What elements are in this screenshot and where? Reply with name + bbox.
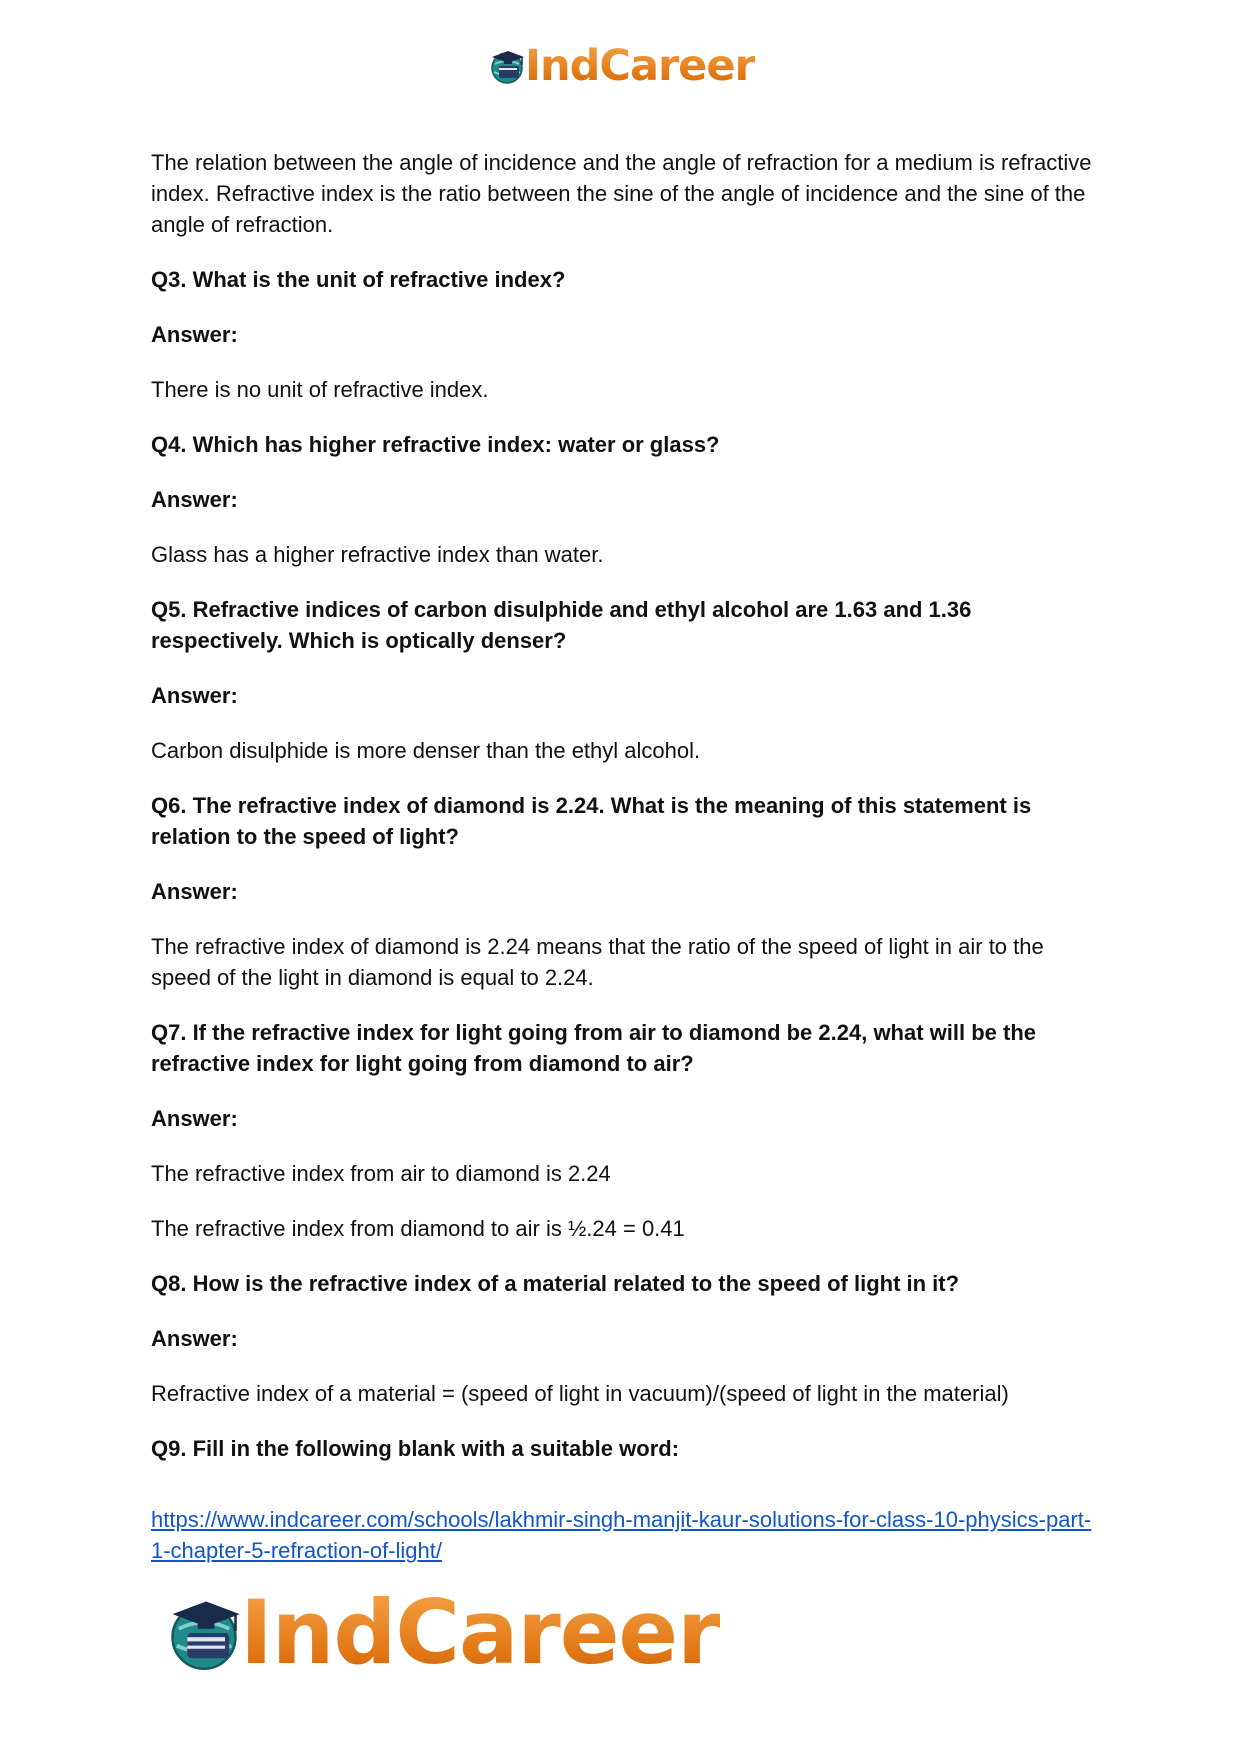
source-link-block [151, 1504, 1101, 1566]
answer-text: Carbon disulphide is more denser than the ethyl alcohol. [151, 738, 701, 763]
answer-label: Answer: [151, 683, 238, 708]
question-heading: Q8. How is the refractive index of a material related to the speed of light in it? [151, 1271, 960, 1296]
answer-text: There is no unit of refractive index. [151, 377, 489, 402]
graduation-cap-globe-icon [487, 46, 527, 86]
question-heading: Q4. Which has higher refractive index: water or glass? [151, 432, 720, 457]
answer-text: The refractive index from air to diamond is 2.24 [151, 1161, 611, 1186]
question-heading: Q9. Fill in the following blank with a suitable word: [151, 1436, 680, 1461]
answer-label: Answer: [151, 1326, 238, 1351]
logo-text: IndCareer [525, 41, 755, 91]
answer-label: Answer: [151, 879, 238, 904]
header-logo [487, 42, 755, 90]
logo-text: IndCareer [240, 1581, 720, 1684]
footer-logo [162, 1581, 720, 1684]
answer-text: Refractive index of a material = (speed of light in vacuum)/(speed of light in the material) [151, 1381, 1009, 1406]
question-heading: Q7. If the refractive index for light going from air to diamond be 2.24, what will be the refractive index for light going from diamond to air? [151, 1020, 1037, 1076]
document-body [151, 147, 1101, 1566]
answer-text: The relation between the angle of incidence and the angle of refraction for a medium is refractive index. Refractive index is the ratio between the sine of the angle of incidence and the sine of the angle of refraction. [151, 150, 1092, 237]
question-heading: Q3. What is the unit of refractive index? [151, 267, 566, 292]
graduation-cap-globe-icon [162, 1591, 246, 1675]
source-link[interactable]: https://www.indcareer.com/schools/lakhmir-singh-manjit-kaur-solutions-for-class-10-physics-part-1-chapter-5-refraction-of-light/ [151, 1507, 1092, 1563]
answer-text: The refractive index from diamond to air is ½.24 = 0.41 [151, 1216, 685, 1241]
answer-text: The refractive index of diamond is 2.24 means that the ratio of the speed of light in air to the speed of the light in diamond is equal to 2.24. [151, 934, 1044, 990]
answer-label: Answer: [151, 322, 238, 347]
question-heading: Q5. Refractive indices of carbon disulphide and ethyl alcohol are 1.63 and 1.36 respectively. Which is optically denser? [151, 597, 972, 653]
answer-text: Glass has a higher refractive index than water. [151, 542, 604, 567]
answer-label: Answer: [151, 1106, 238, 1131]
question-heading: Q6. The refractive index of diamond is 2.24. What is the meaning of this statement is relation to the speed of light? [151, 793, 1032, 849]
answer-label: Answer: [151, 487, 238, 512]
